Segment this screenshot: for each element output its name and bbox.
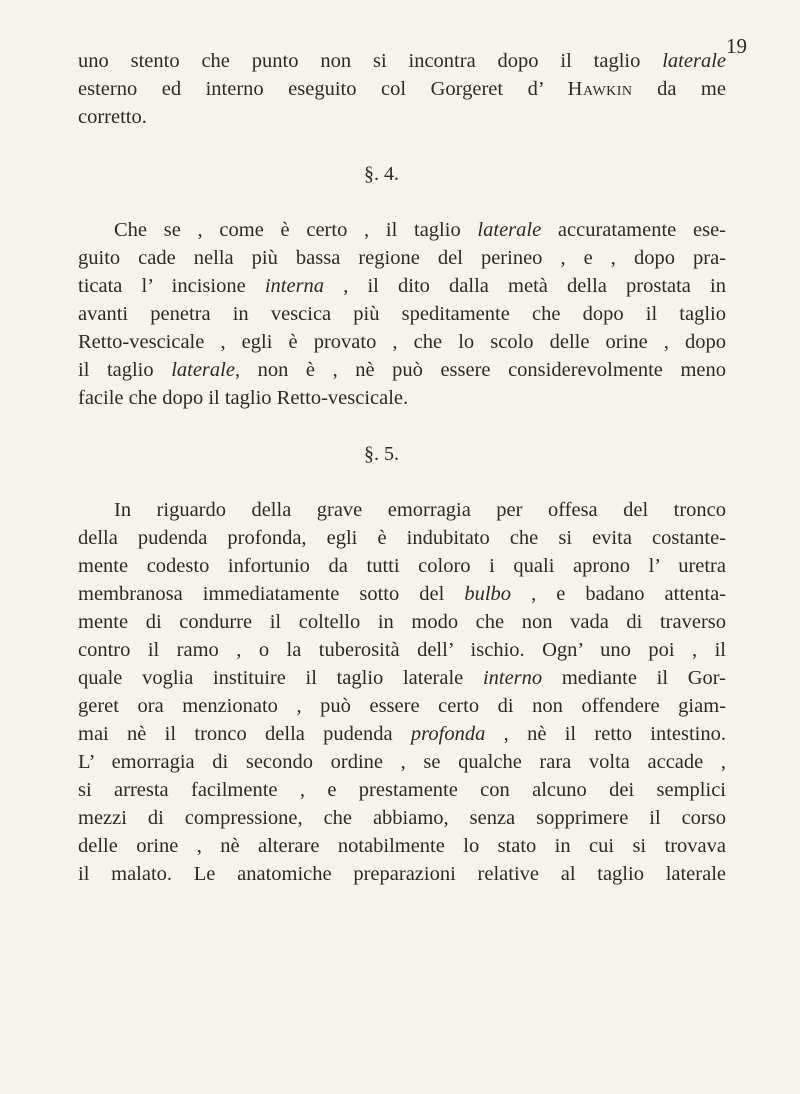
text-line: Che se , come è certo , il taglio laterale accuratamente ese- — [114, 219, 726, 241]
text-line: Retto-vescicale , egli è provato , che lo scolo delle orine , dopo — [78, 331, 726, 353]
text-line: membranosa immediatamente sotto del bulbo , e badano attenta- — [78, 583, 726, 605]
text-line: mente di condurre il coltello in modo che non vada di traverso — [78, 611, 726, 633]
text-line: mai nè il tronco della pudenda profonda , nè il retto intestino. — [78, 723, 726, 745]
text-line: il taglio laterale, non è , nè può essere considerevolmente meno — [78, 359, 727, 381]
text-line: mezzi di compressione, che abbiamo, senza sopprimere il corso — [78, 807, 726, 829]
section-heading: §. 4. — [364, 163, 399, 185]
text-line: mente codesto infortunio da tutti coloro i quali aprono l’ uretra — [78, 555, 726, 577]
text-line: L’ emorragia di secondo ordine , se qualche rara volta accade , — [78, 751, 726, 773]
text-line: il malato. Le anatomiche preparazioni relative al taglio laterale — [78, 863, 726, 885]
text-line: facile che dopo il taglio Retto-vescicale. — [78, 387, 409, 409]
text-line: si arresta facilmente , e prestamente con alcuno dei semplici — [78, 779, 726, 801]
text-line: In riguardo della grave emorragia per offesa del tronco — [114, 499, 726, 521]
text-line: uno stento che punto non si incontra dopo il taglio laterale — [78, 50, 726, 72]
text-line: ticata l’ incisione interna , il dito dalla metà della prostata in — [78, 275, 726, 297]
text-line: contro il ramo , o la tuberosità dell’ ischio. Ogn’ uno poi , il — [78, 639, 726, 661]
page-number: 19 — [726, 34, 747, 58]
text-line: quale voglia instituire il taglio laterale interno mediante il Gor- — [78, 667, 726, 689]
text-line: corretto. — [78, 106, 147, 128]
section-heading: §. 5. — [364, 443, 399, 465]
text-line: guito cade nella più bassa regione del perineo , e , dopo pra- — [78, 247, 726, 269]
text-line: geret ora menzionato , può essere certo di non offendere giam- — [78, 695, 726, 717]
text-line: esterno ed interno eseguito col Gorgeret d’ Hawkin da me — [78, 78, 726, 100]
author-name: Hawkin — [567, 78, 633, 100]
text-line: avanti penetra in vescica più speditamente che dopo il taglio — [78, 303, 726, 325]
text-line: delle orine , nè alterare notabilmente lo stato in cui si trovava — [78, 835, 726, 857]
text-line: della pudenda profonda, egli è indubitato che si evita costante- — [78, 527, 726, 549]
